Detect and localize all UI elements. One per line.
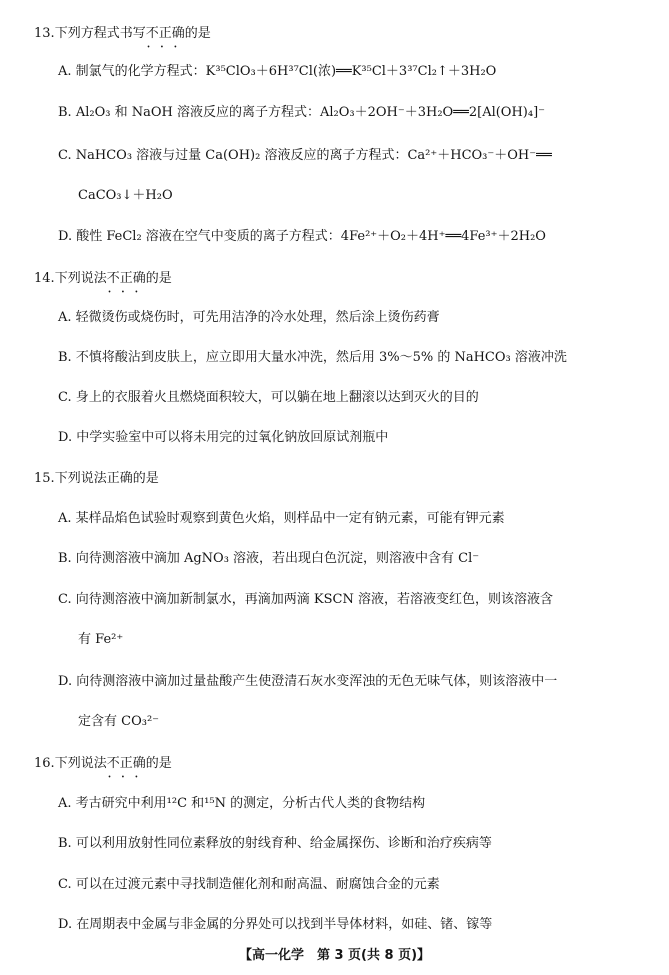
question-number: 15. xyxy=(34,471,55,486)
option-15-d: D. 向待测溶液中滴加过量盐酸产生使澄清石灰水变浑浊的无色无味气体，则该溶液中一 xyxy=(58,674,558,689)
question-number: 13. xyxy=(34,26,55,41)
option-14-a: A. 轻微烫伤或烧伤时，可先用洁净的冷水处理，然后涂上烫伤药膏 xyxy=(58,310,440,325)
option-15-b: B. 向待测溶液中滴加 AgNO₃ 溶液，若出现白色沉淀，则溶液中含有 Cl⁻ xyxy=(58,551,480,566)
option-14-c: C. 身上的衣服着火且燃烧面积较大，可以躺在地上翻滚以达到灭火的目的 xyxy=(58,390,479,405)
option-13-d: D. 酸性 FeCl₂ 溶液在空气中变质的离子方程式：4Fe²⁺＋O₂＋4H⁺══4Fe³⁺＋2H₂O xyxy=(58,229,546,244)
option-13-b: B. Al₂O₃ 和 NaOH 溶液反应的离子方程式：Al₂O₃＋2OH⁻＋3H₂O══2[Al(OH)₄]⁻ xyxy=(58,105,546,120)
emphasis-text: 不正 • • • xyxy=(146,25,172,43)
option-16-c: C. 可以在过渡元素中寻找制造催化剂和耐高温、耐腐蚀合金的元素 xyxy=(58,877,440,892)
option-15-a: A. 某样品焰色试验时观察到黄色火焰，则样品中一定有钠元素，可能有钾元素 xyxy=(58,511,505,526)
option-13-c: C. NaHCO₃ 溶液与过量 Ca(OH)₂ 溶液反应的离子方程式：Ca²⁺＋HCO₃⁻＋OH⁻══ xyxy=(58,148,552,163)
option-13-c-cont: CaCO₃↓＋H₂O xyxy=(78,188,173,203)
question-14-stem: 14.下列说法不正确 • • •的是 xyxy=(34,270,669,288)
emphasis-text: 不正确 • • • xyxy=(107,755,146,773)
option-14-d: D. 中学实验室中可以将未用完的过氧化钠放回原试剂瓶中 xyxy=(58,430,389,445)
question-13-stem: 13.下列方程式书写不正 • • •确的是 xyxy=(34,25,669,43)
option-15-c: C. 向待测溶液中滴加新制氯水，再滴加两滴 KSCN 溶液，若溶液变红色，则该溶液含 xyxy=(58,592,553,607)
question-15-stem: 15.下列说法正确的是 xyxy=(34,471,159,486)
option-15-d-cont: 定含有 CO₃²⁻ xyxy=(78,714,160,729)
question-number: 14. xyxy=(34,271,55,286)
emphasis-text: 不正确 • • • xyxy=(107,270,146,288)
option-16-a: A. 考古研究中利用¹²C 和¹⁵N 的测定，分析古代人类的食物结构 xyxy=(58,796,426,811)
option-14-b: B. 不慎将酸沾到皮肤上，应立即用大量水冲洗，然后用 3%～5% 的 NaHCO₃ 溶液冲洗 xyxy=(58,350,567,365)
page-footer: 【高一化学 第 3 页(共 8 页)】 xyxy=(238,948,431,963)
question-16-stem: 16.下列说法不正确 • • •的是 xyxy=(34,755,669,773)
option-13-a: A. 制氯气的化学方程式：K³⁵ClO₃＋6H³⁷Cl(浓)══K³⁵Cl＋3³⁷Cl₂↑＋3H₂O xyxy=(58,64,497,79)
question-number: 16. xyxy=(34,756,55,771)
option-16-b: B. 可以利用放射性同位素释放的射线育种、给金属探伤、诊断和治疗疾病等 xyxy=(58,836,492,851)
option-15-c-cont: 有 Fe²⁺ xyxy=(78,632,124,647)
option-16-d: D. 在周期表中金属与非金属的分界处可以找到半导体材料，如硅、锗、镓等 xyxy=(58,917,493,932)
